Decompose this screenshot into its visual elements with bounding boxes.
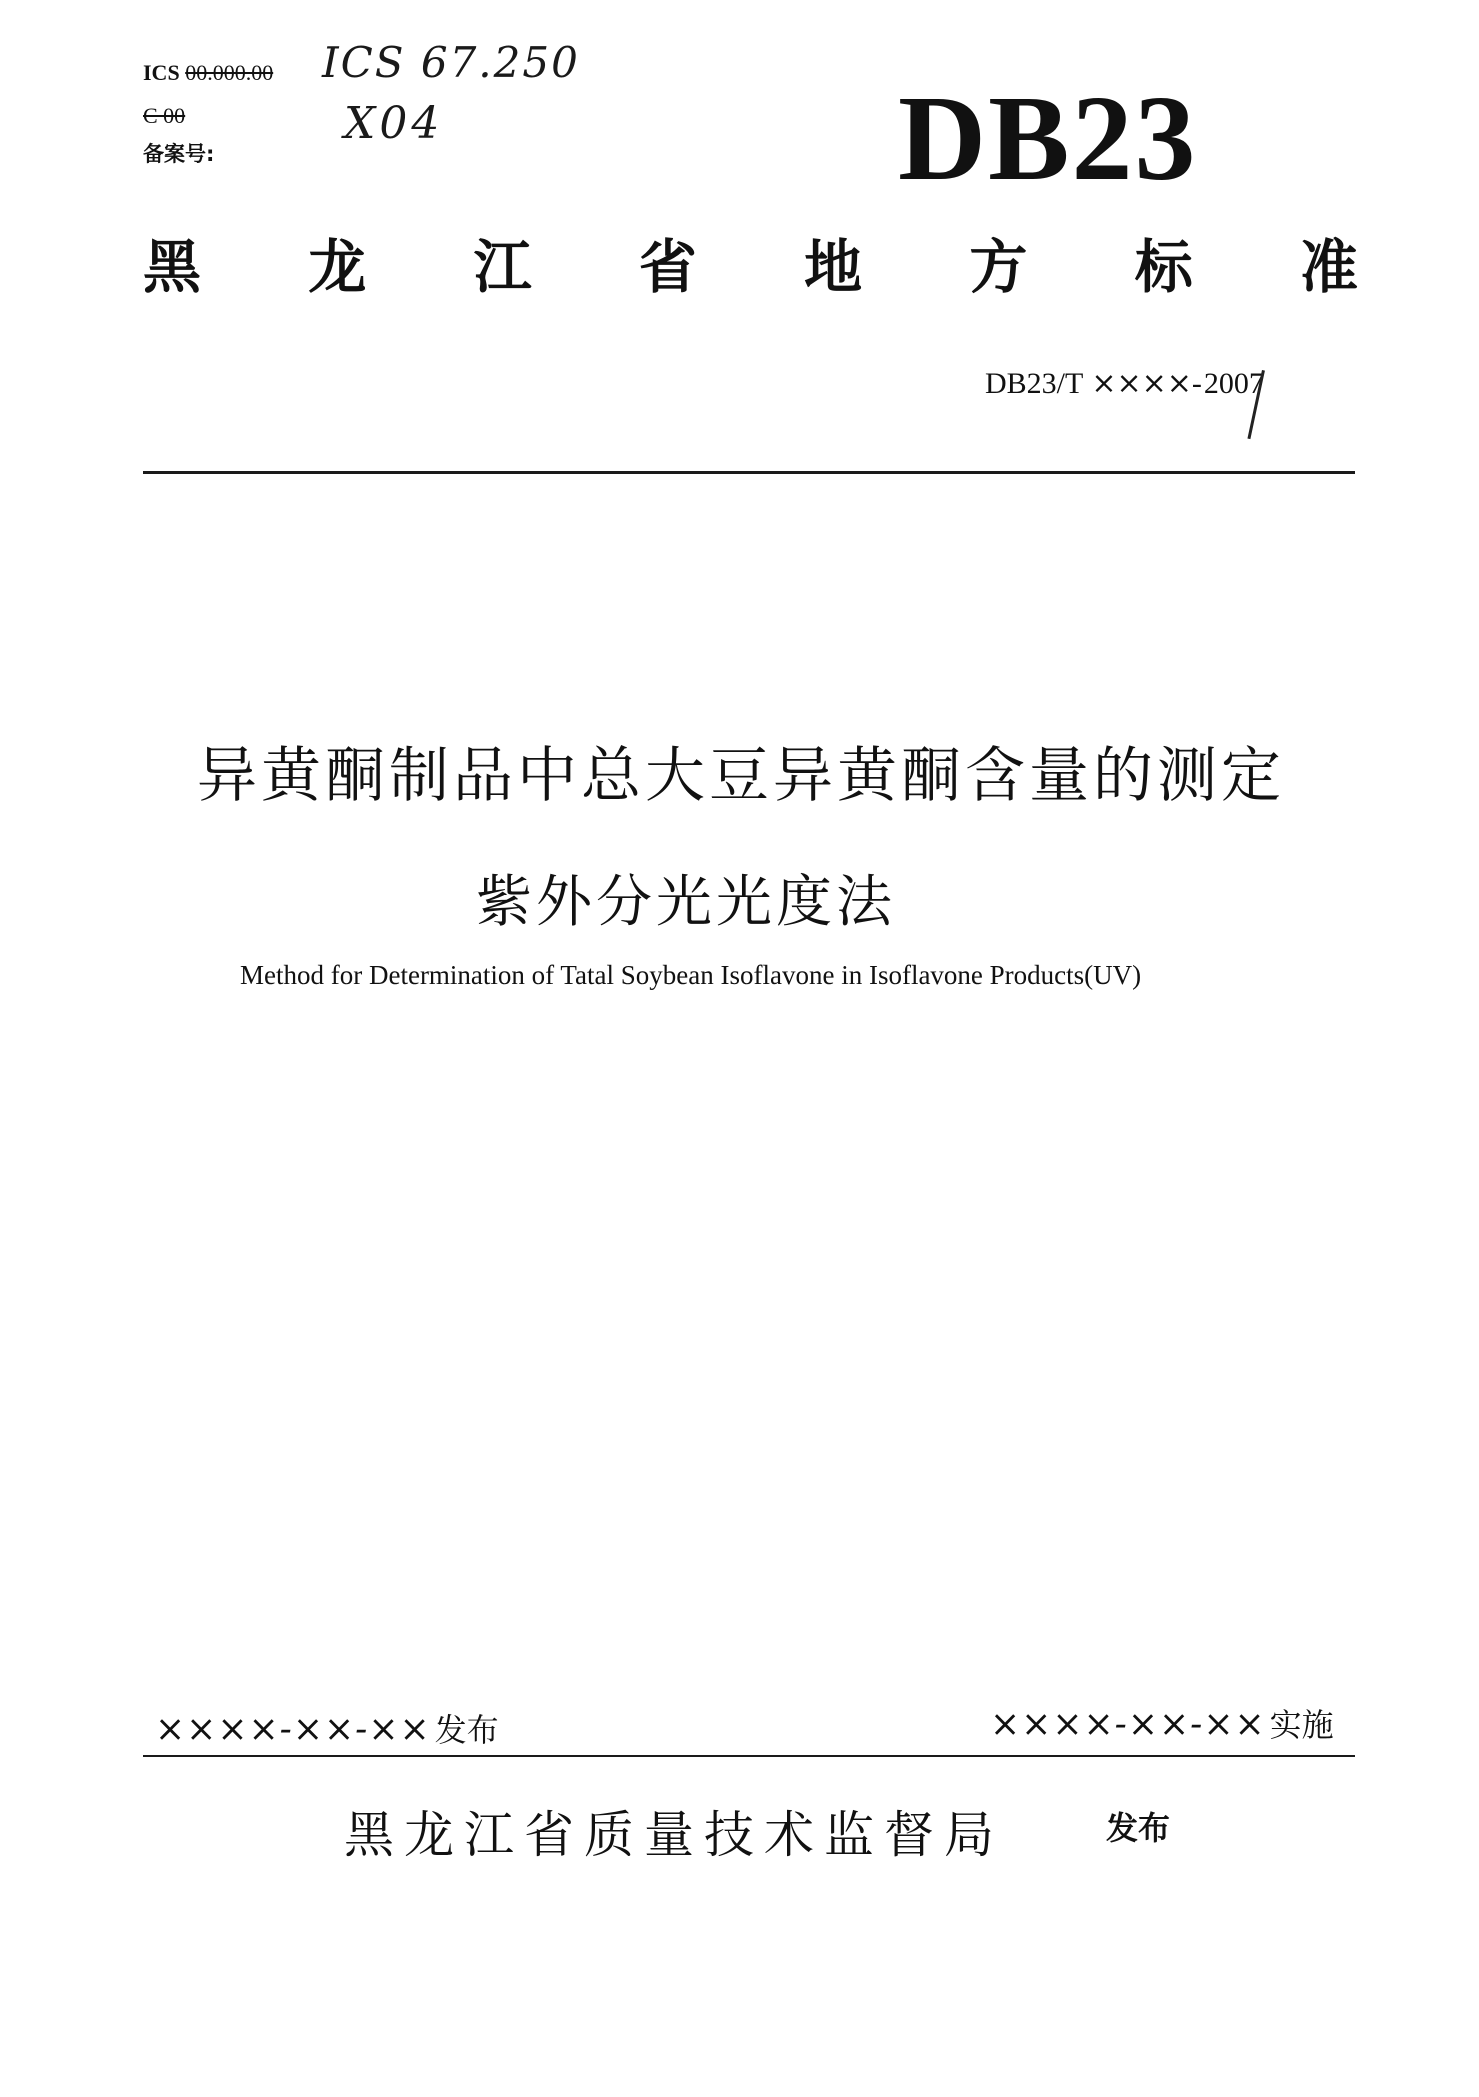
standard-type-char: 方 (969, 233, 1028, 301)
title-cn-line2: 紫外分光光度法 (476, 870, 896, 935)
standard-type-char: 省 (638, 233, 697, 301)
standard-type-char: 准 (1299, 233, 1358, 301)
issuer-publish-label: 发布 (1106, 1809, 1171, 1847)
doc-number-separator: - (1191, 367, 1202, 400)
standard-type-char: 黑 (143, 233, 202, 301)
implementation-date (990, 1700, 1334, 1746)
ics-label: ICS (143, 60, 180, 85)
doc-number-handwritten: ×××× (1091, 366, 1192, 401)
standard-type-char: 龙 (308, 233, 367, 301)
ics-number: 00.000.00 (185, 60, 274, 85)
implementation-label: 实施 (1269, 1706, 1334, 1744)
issue-label: 发布 (434, 1711, 499, 1749)
standard-type-char: 江 (473, 233, 532, 301)
issue-date (155, 1705, 499, 1751)
impl-date-handwritten: ××××-××-×× (990, 1704, 1266, 1745)
ics-code (143, 60, 273, 86)
footer-divider (143, 1755, 1355, 1757)
db-code-logo: DB23 (898, 71, 1198, 206)
document-number (985, 366, 1264, 401)
title-cn-line1: 异黄酮制品中总大豆异黄酮含量的测定 (197, 741, 1285, 811)
title-en: Method for Determination of Tatal Soybean Isoflavone in Isoflavone Products(UV) (240, 960, 1142, 990)
handwritten-ics-code: ICS 67.250 (322, 38, 580, 87)
doc-number-prefix: DB23/T (985, 367, 1084, 400)
filing-label: 备案号: (143, 142, 215, 166)
standard-type-heading (143, 233, 1358, 301)
issue-date-handwritten: ××××-××-×× (155, 1709, 431, 1750)
c-code: C 00 (143, 103, 186, 128)
header-divider (143, 471, 1355, 474)
issuing-authority: 黑龙江省质量技术监督局 (344, 1806, 1004, 1864)
standard-type-char: 标 (1134, 233, 1193, 301)
handwritten-classification-code: X04 (344, 98, 444, 149)
doc-number-year: 2007 (1203, 367, 1264, 400)
standard-type-char: 地 (804, 233, 863, 301)
